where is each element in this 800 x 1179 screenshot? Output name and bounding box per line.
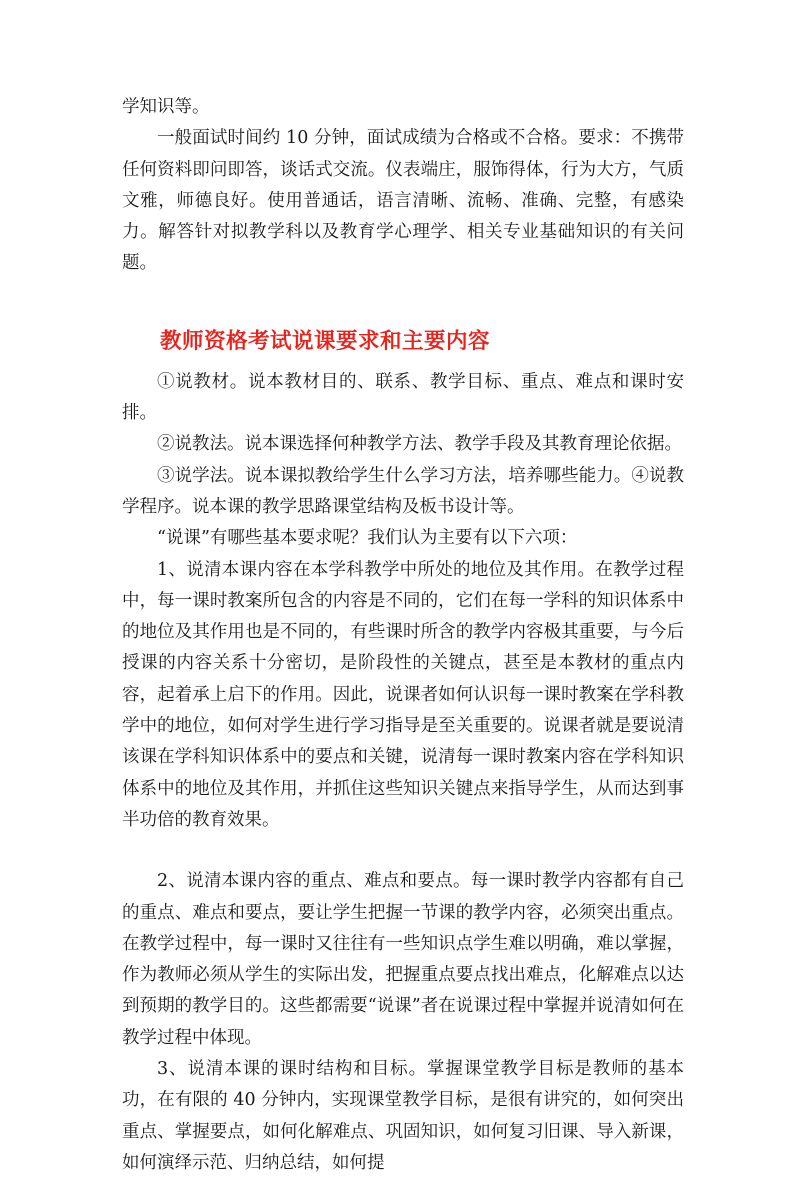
paragraph-basic-requirements: “说课”有哪些基本要求呢？我们认为主要有以下六项： (157, 528, 578, 549)
paragraph-gap (122, 836, 684, 866)
paragraph-continuation: 学知识等。 (122, 97, 210, 117)
paragraph-requirement-3: 3、说清本课的课时结构和目标。掌握课堂教学目标是教师的基本功，在有限的 40 分钟内，实现课堂教学目标，是很有讲究的，如何突出重点、掌握要点，如何化解难点、巩固知识，如何复习旧课、导入新课，如何演绎示范、归纳总结，如何提 (122, 1059, 684, 1173)
paragraph-interview-requirements: 一般面试时间约 10 分钟，面试成绩为合格或不合格。要求：不携带任何资料即问即答，谈话式交流。仪表端庄，服饰得体，行为大方，气质文雅，师德良好。使用普通话，语言清晰、流畅、准确、完整，有感染力。解答针对拟教学科以及教育学心理学、相关专业基础知识的有关问题。 (122, 128, 684, 274)
paragraph-requirement-2: 2、说清本课内容的重点、难点和要点。每一课时教学内容都有自己的重点、难点和要点，要让学生把握一节课的教学内容，必须突出重点。在教学过程中，每一课时又往往有一些知识点学生难以明确，难以掌握，作为教师必须从学生的实际出发，把握重点要点找出难点，化解难点以达到预期的教学目的。这些都需要“说课”者在说课过程中掌握并说清如何在教学过程中体现。 (122, 871, 684, 1048)
section-heading: 教师资格考试说课要求和主要内容 (160, 328, 491, 354)
document-page (122, 92, 684, 1179)
paragraph-teaching-methods: ②说教法。说本课选择何种教学方法、教学手段及其教育理论依据。 (157, 434, 682, 455)
paragraph-teaching-materials: ①说教材。说本教材目的、联系、教学目标、重点、难点和课时安排。 (122, 371, 684, 424)
paragraph-requirement-1: 1、说清本课内容在本学科教学中所处的地位及其作用。在教学过程中，每一课时教案所包含的内容是不同的，它们在每一学科的知识体系中的地位及其作用也是不同的，有些课时所含的教学内容极其重要，与今后授课的内容关系十分密切，是阶段性的关键点，甚至是本教材的重点内容，起着承上启下的作用。因此，说课者如何认识每一课时教案在学科教学中的地位，如何对学生进行学习指导是至关重要的。说课者就是要说清该课在学科知识体系中的要点和关键，说清每一课时教案内容在学科知识体系中的地位及其作用，并抓住这些知识关键点来指导学生，从而达到事半功倍的教育效果。 (122, 559, 684, 830)
paragraph-learning-methods: ③说学法。说本课拟教给学生什么学习方法，培养哪些能力。④说教学程序。说本课的教学思路课堂结构及板书设计等。 (122, 465, 684, 517)
